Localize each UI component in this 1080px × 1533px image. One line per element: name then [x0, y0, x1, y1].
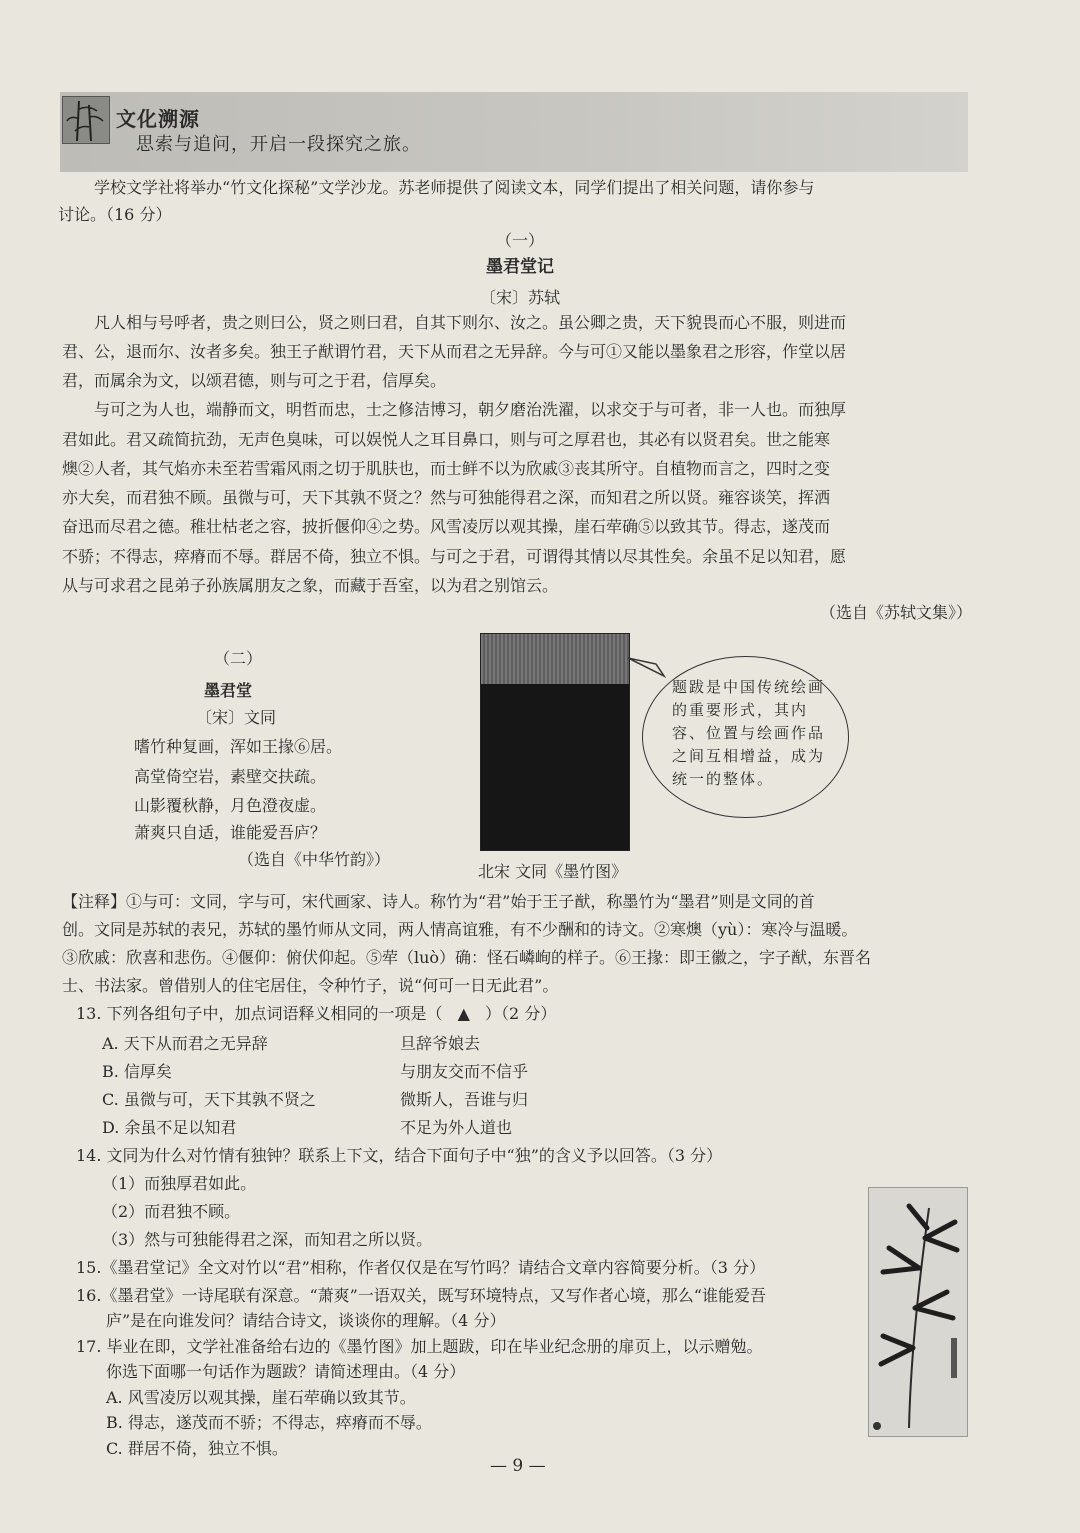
intro-line-2: 讨论。（16 分）: [58, 205, 172, 224]
q17-option-b: B. 得志，遂茂而不骄；不得志，瘁瘠而不辱。: [106, 1413, 432, 1432]
q15-stem: 15.《墨君堂记》全文对竹以“君”相称，作者仅仅是在写竹吗？请结合文章内容简要分析。（3 分）: [76, 1258, 766, 1277]
part1-line: 与可之为人也，端静而文，明哲而忠，士之修洁博习，朝夕磨治洗濯，以求交于与可者，非一人也。而独厚: [94, 400, 847, 419]
part2-title: 墨君堂: [204, 681, 253, 700]
q13-stem: [76, 998, 556, 1029]
part1-author: 〔宋〕苏轼: [479, 288, 560, 307]
notes-line: 士、书法家。曾借别人的住宅居住，令种竹子，说“何可一日无此君”。: [62, 976, 559, 995]
part1-line: 不骄；不得志，瘁瘠而不辱。群居不倚，独立不惧。与可之于君，可谓得其情以尽其性矣。余虽不足以知君，愿: [62, 547, 847, 566]
q14-item: （1）而独厚君如此。: [102, 1174, 257, 1193]
q13-option-a: A. 天下从而君之无异辞: [102, 1034, 268, 1053]
intro-line-1: 学校文学社将举办“竹文化探秘”文学沙龙。苏老师提供了阅读文本，同学们提出了相关问题，请你参与: [94, 178, 815, 197]
part1-line: 君，而属余为文，以颂君德，则与可之于君，信厚矣。: [62, 371, 447, 390]
q17-stem-line-1: 17. 毕业在即，文学社准备给右边的《墨竹图》加上题跋，印在毕业纪念册的扉页上，以示赠勉。: [76, 1337, 763, 1356]
part1-line: 君、公，退而尔、汝者多矣。独王子猷谓竹君，天下从而君之无异辞。今与可①又能以墨象君之形容，作堂以居: [62, 342, 847, 361]
q16-stem-line-1: 16.《墨君堂》一诗尾联有深意。“萧爽”一语双关，既写环境特点，又写作者心境，那么“谁能爱吾: [76, 1286, 766, 1305]
painting-caption: 北宋 文同《墨竹图》: [478, 862, 628, 881]
q13-option-a-compare: 旦辞爷娘去: [400, 1034, 481, 1053]
q13-stem-text: 13. 下列各组句子中，加点词语释义相同的一项是（: [76, 1004, 443, 1023]
part1-line: 奋迅而尽君之德。稚壮枯老之容，披折偃仰④之势。风雪凌厉以观其操，崖石荦确⑤以致其节。得志，遂茂而: [62, 517, 831, 536]
q13-option-d: D. 余虽不足以知君: [102, 1118, 237, 1137]
bamboo-icon: [62, 96, 110, 144]
part1-line: 从与可求君之昆弟子孙族属朋友之象，而藏于吾室，以为君之别馆云。: [62, 576, 559, 595]
q14-item: （2）而君独不顾。: [102, 1202, 241, 1221]
part1-line: 燠②人者，其气焰亦未至若雪霜风雨之切于肌肤也，而士鲜不以为欣戚③丧其所守。自植物而言之，四时之变: [62, 459, 831, 478]
part1-line: 凡人相与号呼者，贵之则曰公，贤之则曰君，自其下则尔、汝之。虽公卿之贵，天下貌畏而心不服，则进而: [94, 313, 847, 332]
part1-source: （选自《苏轼文集》）: [820, 603, 973, 622]
q13-option-b: B. 信厚矣: [102, 1062, 172, 1081]
q17-option-a: A. 风雪凌厉以观其操，崖石荦确以致其节。: [106, 1388, 416, 1407]
q14-item: （3）然与可独能得君之深，而知君之所以贤。: [102, 1230, 433, 1249]
poem-line: 嗜竹种复画，浑如王掾⑥居。: [134, 737, 343, 756]
part1-line: 亦大矣，而君独不顾。虽微与可，天下其孰不贤之？然与可独能得君之深，而知君之所以贤。雍容谈笑，挥洒: [62, 488, 831, 507]
q13-stem-end: ）（2 分）: [485, 1004, 557, 1023]
section-title: 文化溯源: [116, 107, 200, 131]
painting-inscription-area: [481, 634, 629, 684]
q13-option-c: C. 虽微与可，天下其孰不贤之: [102, 1090, 316, 1109]
section-subtitle: 思索与追问，开启一段探究之旅。: [136, 134, 421, 155]
q13-option-d-compare: 不足为外人道也: [400, 1118, 513, 1137]
bamboo-painting-photo: [868, 1187, 968, 1437]
q17-option-c: C. 群居不倚，独立不惧。: [106, 1439, 288, 1458]
ink-bamboo-painting: [480, 633, 630, 851]
speech-bubble-text: 题跋是中国传统绘画的重要形式，其内容、位置与绘画作品之间互相增益，成为统一的整体。: [672, 678, 826, 788]
q14-stem: 14. 文同为什么对竹情有独钟？联系上下文，结合下面句子中“独”的含义予以回答。（3 分）: [76, 1146, 723, 1165]
notes-line: 【注释】①与可：文同，字与可，宋代画家、诗人。称竹为“君”始于王子猷，称墨竹为“墨君”则是文同的首: [62, 892, 815, 911]
q16-stem-line-2: 庐”是在向谁发问？请结合诗文，谈谈你的理解。（4 分）: [106, 1311, 506, 1330]
q13-option-b-compare: 与朋友交而不信乎: [400, 1062, 529, 1081]
answer-marker-icon: ▲: [457, 1004, 470, 1023]
part1-line: 君如此。君又疏简抗劲，无声色臭味，可以娱悦人之耳目鼻口，则与可之厚君也，其必有以贤君矣。世之能寒: [62, 430, 831, 449]
q17-stem-line-2: 你选下面哪一句话作为题跋？请简述理由。（4 分）: [106, 1362, 466, 1381]
part1-title: 墨君堂记: [486, 257, 554, 277]
notes-line: 创。文同是苏轼的表兄，苏轼的墨竹师从文同，两人情高谊雅，有不少酬和的诗文。②寒燠（yù）：寒冷与温暖。: [62, 920, 858, 939]
page-number: — 9 —: [490, 1456, 546, 1476]
poem-line: 高堂倚空岩，素壁交扶疏。: [134, 767, 327, 786]
part1-label: （一）: [495, 231, 544, 250]
notes-line: ③欣戚：欣喜和悲伤。④偃仰：俯伏仰起。⑤荦（luò）确：怪石嶙峋的样子。⑥王掾：即王徽之，字子猷，东晋名: [62, 948, 872, 967]
poem-line: 萧爽只自适，谁能爱吾庐？: [134, 823, 327, 842]
poem-line: 山影覆秋静，月色澄夜虚。: [134, 796, 327, 815]
part2-source: （选自《中华竹韵》）: [238, 850, 391, 869]
speech-bubble-tail: [626, 654, 666, 684]
part2-author: 〔宋〕文同: [196, 708, 277, 727]
q13-option-c-compare: 微斯人，吾谁与归: [400, 1090, 529, 1109]
part2-label: （二）: [214, 649, 263, 668]
